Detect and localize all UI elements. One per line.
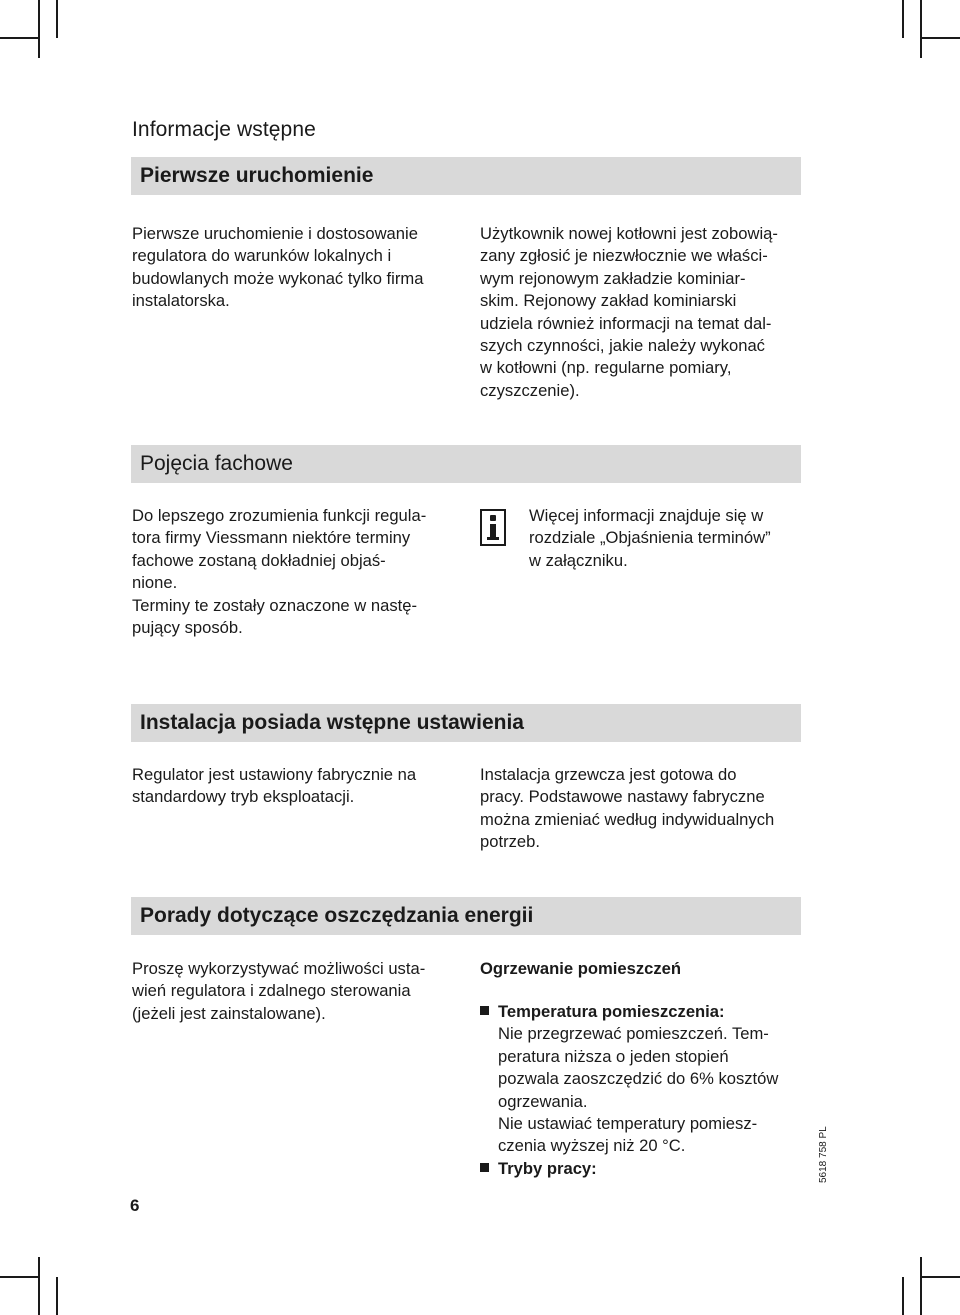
section-left-text	[132, 505, 426, 639]
text-line: regulatora do warunków lokalnych i	[132, 246, 392, 266]
text-line: Pierwsze uruchomienie i dostosowanie	[132, 224, 418, 243]
bullet-title-text: Tryby pracy:	[498, 1158, 597, 1178]
section-left-text	[132, 764, 416, 809]
crop-mark	[38, 1257, 40, 1315]
text-line: można zmieniać według indywidualnych	[480, 809, 775, 829]
text-line: wień regulatora i zdalnego sterowania	[132, 981, 411, 1001]
square-bullet-icon	[480, 1006, 489, 1015]
crop-mark	[0, 1276, 40, 1278]
crop-mark	[0, 37, 40, 39]
text-line: nione.	[132, 573, 178, 593]
square-bullet-icon	[480, 1163, 489, 1172]
text-line: w kotłowni (np. regularne pomiary,	[480, 358, 732, 378]
page-header-title: Informacje wstępne	[132, 118, 316, 141]
crop-mark	[38, 0, 40, 58]
bullet-title	[480, 1158, 778, 1180]
document-number: 5618 758 PL	[818, 1126, 829, 1183]
text-line: skim. Rejonowy zakład kominiarski	[480, 291, 737, 311]
text-line: pujący sposób.	[132, 618, 243, 638]
section-right-text	[480, 223, 778, 402]
crop-mark	[902, 0, 904, 38]
section-heading: Porady dotyczące oszczędzania energii	[131, 897, 801, 935]
text-line: Nie ustawiać temperatury pomiesz-	[498, 1114, 758, 1134]
crop-mark	[920, 1257, 922, 1315]
section-left-text	[132, 958, 425, 1025]
text-line: Więcej informacji znajduje się w	[529, 506, 764, 525]
text-line: Instalacja grzewcza jest gotowa do	[480, 765, 737, 784]
text-line: peratura niższa o jeden stopień	[498, 1046, 729, 1066]
crop-mark	[902, 1277, 904, 1315]
crop-mark	[920, 37, 960, 39]
text-line: instalatorska.	[132, 291, 230, 311]
text-line: Terminy te zostały oznaczone w nastę-	[132, 595, 417, 615]
text-line: pracy. Podstawowe nastawy fabryczne	[480, 787, 765, 807]
text-line: Nie przegrzewać pomieszczeń. Tem-	[498, 1024, 769, 1044]
bullet-title-text: Temperatura pomieszczenia:	[498, 1002, 725, 1021]
text-line: potrzeb.	[480, 832, 540, 852]
text-line: zany zgłosić je niezwłocznie we właści-	[480, 246, 768, 266]
subsection-heading: Ogrzewanie pomieszczeń	[480, 959, 682, 978]
text-line: standardowy tryb eksploatacji.	[132, 787, 355, 807]
text-line: pozwala zaoszczędzić do 6% kosztów	[498, 1069, 779, 1089]
bullet-list	[480, 1001, 778, 1180]
text-line: Do lepszego zrozumienia funkcji regula-	[132, 506, 427, 525]
text-line: szych czynności, jakie należy wykonać	[480, 336, 765, 356]
text-line: ogrzewania.	[498, 1091, 588, 1111]
text-line: udziela również informacji na temat dal-	[480, 313, 772, 333]
text-line: budowlanych może wykonać tylko firma	[132, 268, 424, 288]
text-line: tora firmy Viessmann niektóre terminy	[132, 528, 411, 548]
bullet-title	[480, 1001, 778, 1023]
crop-mark	[56, 1277, 58, 1315]
text-line: czyszczenie).	[480, 380, 580, 400]
text-line: fachowe zostaną dokładniej objaś-	[132, 550, 386, 570]
section-heading: Pierwsze uruchomienie	[131, 157, 801, 195]
section-right-text	[480, 764, 774, 854]
text-line: rozdziale „Objaśnienia terminów”	[529, 528, 771, 548]
text-line: Użytkownik nowej kotłowni jest zobowią-	[480, 224, 778, 243]
text-line: Regulator jest ustawiony fabrycznie na	[132, 765, 417, 784]
page-number: 6	[130, 1196, 140, 1215]
text-line: czenia wyższej niż 20 °C.	[498, 1136, 686, 1156]
text-line: w załączniku.	[529, 550, 628, 570]
crop-mark	[920, 0, 922, 58]
section-left-text	[132, 223, 423, 313]
crop-mark	[56, 0, 58, 38]
section-heading: Instalacja posiada wstępne ustawienia	[131, 704, 801, 742]
text-line: Proszę wykorzystywać możliwości usta-	[132, 959, 426, 978]
section-heading: Pojęcia fachowe	[131, 445, 801, 483]
crop-mark	[920, 1276, 960, 1278]
text-line: (jeżeli jest zainstalowane).	[132, 1003, 326, 1023]
info-note-text	[529, 505, 771, 572]
info-icon	[480, 509, 506, 546]
text-line: wym rejonowym zakładzie kominiar-	[480, 268, 746, 288]
